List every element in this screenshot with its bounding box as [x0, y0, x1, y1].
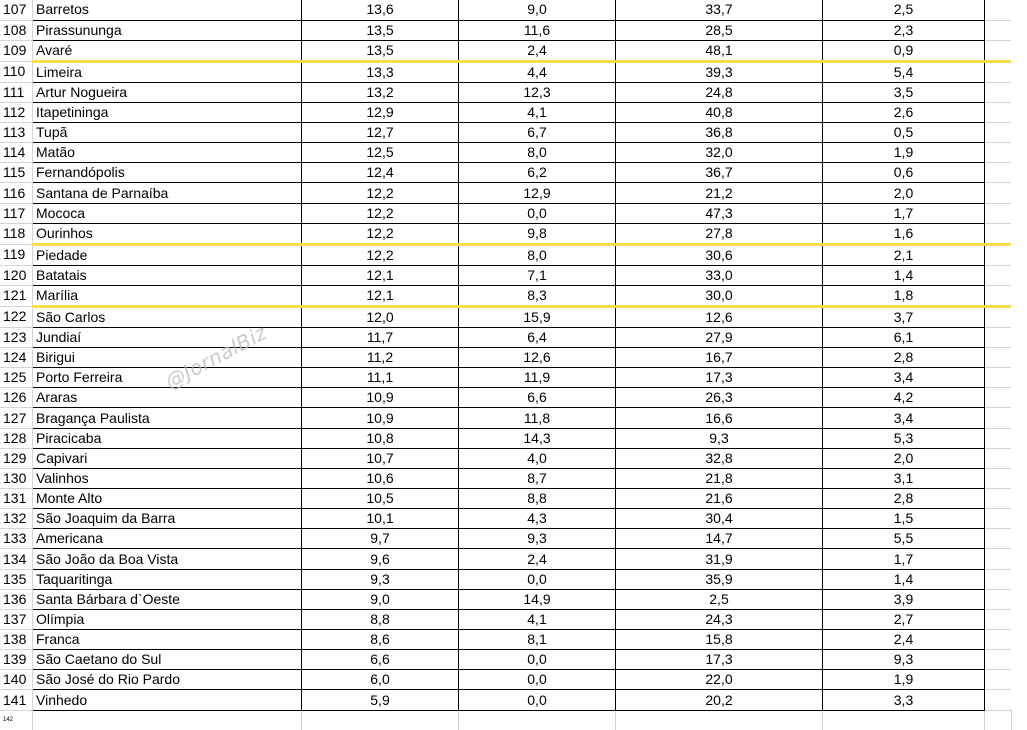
value-cell-col1[interactable]: 5,9	[302, 690, 459, 710]
empty-cell[interactable]	[985, 650, 1012, 670]
table-row[interactable]	[0, 123, 1011, 143]
value-cell-col3[interactable]: 36,7	[616, 163, 823, 183]
value-cell-col4[interactable]: 3,1	[823, 468, 985, 488]
value-cell-col4[interactable]: 2,6	[823, 102, 985, 122]
value-cell-col4[interactable]: 1,6	[823, 223, 985, 244]
value-cell-col1[interactable]: 9,7	[302, 529, 459, 549]
table-row[interactable]	[0, 408, 1011, 428]
city-cell[interactable]: Bragança Paulista	[33, 408, 302, 428]
value-cell-col2[interactable]: 6,4	[459, 327, 616, 347]
value-cell-col2[interactable]: 2,4	[459, 40, 616, 61]
empty-cell[interactable]	[985, 690, 1012, 710]
value-cell-col4[interactable]: 2,8	[823, 489, 985, 509]
value-cell-col2[interactable]: 4,1	[459, 102, 616, 122]
value-cell-col3[interactable]: 48,1	[616, 40, 823, 61]
table-row[interactable]	[0, 348, 1011, 368]
empty-cell[interactable]	[985, 285, 1012, 306]
value-cell-col3[interactable]: 14,7	[616, 529, 823, 549]
value-cell-col4[interactable]: 1,4	[823, 265, 985, 285]
empty-cell[interactable]	[985, 183, 1012, 203]
row-number: 142	[0, 710, 33, 730]
empty-cell[interactable]	[985, 223, 1012, 244]
value-cell-col2[interactable]: 8,8	[459, 489, 616, 509]
table-row[interactable]	[0, 650, 1011, 670]
row-number: 109	[0, 40, 33, 61]
table-row[interactable]	[0, 589, 1011, 609]
empty-cell[interactable]	[985, 348, 1012, 368]
row-number: 117	[0, 203, 33, 223]
empty-cell[interactable]	[985, 20, 1012, 40]
row-number: 115	[0, 163, 33, 183]
city-cell[interactable]: Valinhos	[33, 468, 302, 488]
value-cell-col4[interactable]: 3,4	[823, 408, 985, 428]
watermark: @JornalBiz	[160, 320, 271, 394]
value-cell-col1[interactable]: 13,5	[302, 40, 459, 61]
value-cell-col4[interactable]: 1,7	[823, 203, 985, 223]
value-cell-col4[interactable]: 1,7	[823, 549, 985, 569]
city-cell[interactable]: Porto Ferreira	[33, 368, 302, 388]
empty-cell[interactable]	[302, 710, 459, 730]
value-cell-col2[interactable]: 4,4	[459, 61, 616, 82]
table-row[interactable]	[0, 670, 1011, 690]
value-cell-col1[interactable]: 10,6	[302, 468, 459, 488]
city-cell[interactable]: Franca	[33, 630, 302, 650]
row-number: 140	[0, 670, 33, 690]
value-cell-col3[interactable]: 2,5	[616, 589, 823, 609]
value-cell-col1[interactable]: 11,1	[302, 368, 459, 388]
table-row[interactable]	[0, 509, 1011, 529]
row-number: 124	[0, 348, 33, 368]
value-cell-col3[interactable]: 40,8	[616, 102, 823, 122]
value-cell-col2[interactable]: 11,6	[459, 20, 616, 40]
value-cell-col3[interactable]: 27,8	[616, 223, 823, 244]
value-cell-col4[interactable]: 0,6	[823, 163, 985, 183]
value-cell-col1[interactable]: 6,6	[302, 650, 459, 670]
value-cell-col3[interactable]: 32,8	[616, 448, 823, 468]
value-cell-col3[interactable]: 30,6	[616, 244, 823, 265]
table-row[interactable]	[0, 690, 1011, 710]
value-cell-col3[interactable]: 21,8	[616, 468, 823, 488]
city-cell[interactable]: Taquaritinga	[33, 569, 302, 589]
value-cell-col3[interactable]: 35,9	[616, 569, 823, 589]
empty-cell[interactable]	[985, 569, 1012, 589]
value-cell-col4[interactable]: 2,0	[823, 448, 985, 468]
value-cell-col2[interactable]: 4,3	[459, 509, 616, 529]
table-row[interactable]	[0, 203, 1011, 223]
empty-cell[interactable]	[985, 529, 1012, 549]
empty-cell[interactable]	[985, 0, 1012, 20]
empty-cell[interactable]	[459, 710, 616, 730]
empty-cell[interactable]	[985, 123, 1012, 143]
value-cell-col4[interactable]: 3,5	[823, 82, 985, 102]
city-cell[interactable]: São Caetano do Sul	[33, 650, 302, 670]
value-cell-col1[interactable]: 10,5	[302, 489, 459, 509]
value-cell-col4[interactable]: 2,0	[823, 183, 985, 203]
table-row[interactable]	[0, 61, 1011, 82]
table-row[interactable]	[0, 143, 1011, 163]
table-row[interactable]	[0, 223, 1011, 244]
value-cell-col4[interactable]: 3,9	[823, 589, 985, 609]
city-cell[interactable]: Santana de Parnaíba	[33, 183, 302, 203]
value-cell-col1[interactable]: 12,1	[302, 265, 459, 285]
value-cell-col1[interactable]: 12,5	[302, 143, 459, 163]
row-number: 137	[0, 609, 33, 629]
table-row[interactable]	[0, 285, 1011, 306]
table-row[interactable]	[0, 244, 1011, 265]
value-cell-col1[interactable]: 12,2	[302, 244, 459, 265]
value-cell-col1[interactable]: 12,2	[302, 223, 459, 244]
value-cell-col3[interactable]: 36,8	[616, 123, 823, 143]
city-cell[interactable]: Americana	[33, 529, 302, 549]
row-number: 121	[0, 285, 33, 306]
city-cell[interactable]: São José do Rio Pardo	[33, 670, 302, 690]
empty-cell[interactable]	[985, 489, 1012, 509]
empty-cell[interactable]	[985, 163, 1012, 183]
table-row[interactable]	[0, 163, 1011, 183]
row-number: 113	[0, 123, 33, 143]
value-cell-col2[interactable]: 8,1	[459, 630, 616, 650]
table-row[interactable]	[0, 489, 1011, 509]
value-cell-col1[interactable]: 13,3	[302, 61, 459, 82]
empty-cell[interactable]	[985, 61, 1012, 82]
empty-cell[interactable]	[985, 630, 1012, 650]
value-cell-col1[interactable]: 12,2	[302, 203, 459, 223]
row-number: 126	[0, 388, 33, 408]
empty-cell[interactable]	[985, 509, 1012, 529]
row-number: 132	[0, 509, 33, 529]
value-cell-col2[interactable]: 8,0	[459, 244, 616, 265]
table-row[interactable]	[0, 630, 1011, 650]
value-cell-col1[interactable]: 8,6	[302, 630, 459, 650]
value-cell-col4[interactable]: 1,9	[823, 670, 985, 690]
value-cell-col2[interactable]: 7,1	[459, 265, 616, 285]
value-cell-col1[interactable]: 11,2	[302, 348, 459, 368]
value-cell-col1[interactable]: 10,9	[302, 388, 459, 408]
value-cell-col4[interactable]: 2,3	[823, 20, 985, 40]
empty-cell[interactable]	[985, 589, 1012, 609]
value-cell-col3[interactable]: 24,8	[616, 82, 823, 102]
empty-cell[interactable]	[985, 408, 1012, 428]
row-number: 120	[0, 265, 33, 285]
row-number: 111	[0, 82, 33, 102]
empty-cell[interactable]	[985, 549, 1012, 569]
value-cell-col2[interactable]: 14,9	[459, 589, 616, 609]
value-cell-col1[interactable]: 12,0	[302, 306, 459, 327]
table-row[interactable]	[0, 428, 1011, 448]
table-row-partial	[0, 710, 1011, 730]
value-cell-col4[interactable]: 2,5	[823, 0, 985, 20]
value-cell-col2[interactable]: 0,0	[459, 569, 616, 589]
row-number: 116	[0, 183, 33, 203]
value-cell-col3[interactable]: 30,4	[616, 509, 823, 529]
value-cell-col2[interactable]: 9,8	[459, 223, 616, 244]
value-cell-col4[interactable]: 9,3	[823, 650, 985, 670]
value-cell-col4[interactable]: 5,3	[823, 428, 985, 448]
value-cell-col2[interactable]: 8,3	[459, 285, 616, 306]
value-cell-col4[interactable]: 0,5	[823, 123, 985, 143]
value-cell-col2[interactable]: 12,9	[459, 183, 616, 203]
row-number: 129	[0, 448, 33, 468]
city-cell[interactable]: Tupã	[33, 123, 302, 143]
value-cell-col2[interactable]: 0,0	[459, 203, 616, 223]
city-cell[interactable]: Limeira	[33, 61, 302, 82]
value-cell-col4[interactable]: 5,4	[823, 61, 985, 82]
city-cell[interactable]: Monte Alto	[33, 489, 302, 509]
city-cell[interactable]: Piracicaba	[33, 428, 302, 448]
row-number: 125	[0, 368, 33, 388]
value-cell-col1[interactable]: 12,1	[302, 285, 459, 306]
table-row[interactable]	[0, 368, 1011, 388]
empty-cell[interactable]	[985, 468, 1012, 488]
city-cell[interactable]: Avaré	[33, 40, 302, 61]
value-cell-col3[interactable]: 15,8	[616, 630, 823, 650]
empty-cell[interactable]	[985, 143, 1012, 163]
city-cell[interactable]: São João da Boa Vista	[33, 549, 302, 569]
row-number: 139	[0, 650, 33, 670]
city-cell[interactable]: Batatais	[33, 265, 302, 285]
row-number: 122	[0, 306, 33, 327]
empty-cell[interactable]	[985, 710, 1012, 730]
empty-cell[interactable]	[985, 244, 1012, 265]
row-number: 136	[0, 589, 33, 609]
city-cell[interactable]: São Carlos	[33, 306, 302, 327]
table-row[interactable]	[0, 529, 1011, 549]
value-cell-col3[interactable]: 32,0	[616, 143, 823, 163]
empty-cell[interactable]	[985, 306, 1012, 327]
city-cell[interactable]: Ourinhos	[33, 223, 302, 244]
row-number: 119	[0, 244, 33, 265]
empty-cell[interactable]	[985, 368, 1012, 388]
value-cell-col1[interactable]: 9,0	[302, 589, 459, 609]
table-row[interactable]	[0, 265, 1011, 285]
city-cell[interactable]: Santa Bárbara d`Oeste	[33, 589, 302, 609]
value-cell-col3[interactable]: 24,3	[616, 609, 823, 629]
empty-cell[interactable]	[985, 388, 1012, 408]
value-cell-col2[interactable]: 0,0	[459, 670, 616, 690]
value-cell-col4[interactable]: 1,4	[823, 569, 985, 589]
value-cell-col2[interactable]: 14,3	[459, 428, 616, 448]
table-row[interactable]	[0, 549, 1011, 569]
value-cell-col4[interactable]: 1,9	[823, 143, 985, 163]
table-row[interactable]	[0, 40, 1011, 61]
value-cell-col2[interactable]: 8,0	[459, 143, 616, 163]
row-number: 131	[0, 489, 33, 509]
value-cell-col2[interactable]: 9,0	[459, 0, 616, 20]
city-cell[interactable]: Capivari	[33, 448, 302, 468]
value-cell-col1[interactable]: 10,9	[302, 408, 459, 428]
value-cell-col3[interactable]: 21,6	[616, 489, 823, 509]
value-cell-col4[interactable]: 2,1	[823, 244, 985, 265]
value-cell-col1[interactable]: 10,7	[302, 448, 459, 468]
value-cell-col1[interactable]: 12,2	[302, 183, 459, 203]
value-cell-col2[interactable]: 4,0	[459, 448, 616, 468]
value-cell-col3[interactable]: 16,6	[616, 408, 823, 428]
table-row[interactable]	[0, 327, 1011, 347]
value-cell-col3[interactable]: 21,2	[616, 183, 823, 203]
value-cell-col2[interactable]: 8,7	[459, 468, 616, 488]
value-cell-col4[interactable]: 3,4	[823, 368, 985, 388]
city-cell[interactable]: Matão	[33, 143, 302, 163]
city-cell[interactable]: Mococa	[33, 203, 302, 223]
empty-cell[interactable]	[985, 448, 1012, 468]
value-cell-col2[interactable]: 15,9	[459, 306, 616, 327]
city-cell[interactable]: São Joaquim da Barra	[33, 509, 302, 529]
city-cell[interactable]: Vinhedo	[33, 690, 302, 710]
empty-cell[interactable]	[985, 609, 1012, 629]
value-cell-col2[interactable]: 6,6	[459, 388, 616, 408]
row-number: 130	[0, 468, 33, 488]
table-row[interactable]	[0, 183, 1011, 203]
value-cell-col4[interactable]: 0,9	[823, 40, 985, 61]
city-cell[interactable]: Jundiaí	[33, 327, 302, 347]
value-cell-col4[interactable]: 3,7	[823, 306, 985, 327]
value-cell-col4[interactable]: 2,8	[823, 348, 985, 368]
city-cell[interactable]: Araras	[33, 388, 302, 408]
value-cell-col4[interactable]: 5,5	[823, 529, 985, 549]
value-cell-col3[interactable]: 16,7	[616, 348, 823, 368]
value-cell-col1[interactable]: 12,4	[302, 163, 459, 183]
row-number: 135	[0, 569, 33, 589]
row-number: 141	[0, 690, 33, 710]
value-cell-col4[interactable]: 1,8	[823, 285, 985, 306]
value-cell-col3[interactable]: 33,0	[616, 265, 823, 285]
value-cell-col4[interactable]: 2,7	[823, 609, 985, 629]
value-cell-col1[interactable]: 12,9	[302, 102, 459, 122]
city-cell[interactable]: Artur Nogueira	[33, 82, 302, 102]
value-cell-col2[interactable]: 0,0	[459, 690, 616, 710]
value-cell-col3[interactable]: 22,0	[616, 670, 823, 690]
city-cell[interactable]: Itapetininga	[33, 102, 302, 122]
value-cell-col2[interactable]: 12,6	[459, 348, 616, 368]
value-cell-col1[interactable]: 10,1	[302, 509, 459, 529]
value-cell-col2[interactable]: 12,3	[459, 82, 616, 102]
row-number: 127	[0, 408, 33, 428]
row-number: 138	[0, 630, 33, 650]
value-cell-col3[interactable]: 17,3	[616, 650, 823, 670]
table-row[interactable]	[0, 82, 1011, 102]
value-cell-col3[interactable]: 12,6	[616, 306, 823, 327]
empty-cell[interactable]	[985, 670, 1012, 690]
city-cell[interactable]: Pirassununga	[33, 20, 302, 40]
city-cell[interactable]: Fernandópolis	[33, 163, 302, 183]
value-cell-col2[interactable]: 11,8	[459, 408, 616, 428]
row-number: 123	[0, 327, 33, 347]
value-cell-col1[interactable]: 10,8	[302, 428, 459, 448]
city-cell[interactable]: Marília	[33, 285, 302, 306]
value-cell-col3[interactable]: 27,9	[616, 327, 823, 347]
city-cell[interactable]: Olímpia	[33, 609, 302, 629]
city-cell[interactable]: Barretos	[33, 0, 302, 20]
empty-cell[interactable]	[985, 428, 1012, 448]
row-number: 112	[0, 102, 33, 122]
empty-cell[interactable]	[985, 203, 1012, 223]
value-cell-col3[interactable]: 26,3	[616, 388, 823, 408]
row-number: 133	[0, 529, 33, 549]
table-row[interactable]	[0, 20, 1011, 40]
value-cell-col2[interactable]: 6,7	[459, 123, 616, 143]
value-cell-col4[interactable]: 3,3	[823, 690, 985, 710]
row-number: 107	[0, 0, 33, 20]
value-cell-col3[interactable]: 31,9	[616, 549, 823, 569]
value-cell-col4[interactable]: 1,5	[823, 509, 985, 529]
row-number: 108	[0, 20, 33, 40]
value-cell-col2[interactable]: 0,0	[459, 650, 616, 670]
value-cell-col1[interactable]: 9,6	[302, 549, 459, 569]
value-cell-col3[interactable]: 39,3	[616, 61, 823, 82]
table-row[interactable]	[0, 448, 1011, 468]
value-cell-col3[interactable]: 28,5	[616, 20, 823, 40]
table-row[interactable]	[0, 306, 1011, 327]
value-cell-col1[interactable]: 12,7	[302, 123, 459, 143]
row-number: 110	[0, 61, 33, 82]
value-cell-col3[interactable]: 47,3	[616, 203, 823, 223]
empty-cell[interactable]	[33, 710, 302, 730]
value-cell-col4[interactable]: 2,4	[823, 630, 985, 650]
value-cell-col1[interactable]: 6,0	[302, 670, 459, 690]
table-row[interactable]	[0, 569, 1011, 589]
empty-cell[interactable]	[985, 327, 1012, 347]
value-cell-col2[interactable]: 4,1	[459, 609, 616, 629]
value-cell-col3[interactable]: 20,2	[616, 690, 823, 710]
value-cell-col3[interactable]: 30,0	[616, 285, 823, 306]
table-row[interactable]	[0, 468, 1011, 488]
value-cell-col3[interactable]: 33,7	[616, 0, 823, 20]
table-row[interactable]	[0, 0, 1011, 20]
value-cell-col2[interactable]: 2,4	[459, 549, 616, 569]
city-cell[interactable]: Birigui	[33, 348, 302, 368]
empty-cell[interactable]	[823, 710, 985, 730]
value-cell-col1[interactable]: 13,6	[302, 0, 459, 20]
table-row[interactable]	[0, 102, 1011, 122]
value-cell-col3[interactable]: 9,3	[616, 428, 823, 448]
value-cell-col4[interactable]: 4,2	[823, 388, 985, 408]
city-cell[interactable]: Piedade	[33, 244, 302, 265]
value-cell-col1[interactable]: 13,5	[302, 20, 459, 40]
empty-cell[interactable]	[985, 82, 1012, 102]
value-cell-col1[interactable]: 9,3	[302, 569, 459, 589]
value-cell-col2[interactable]: 6,2	[459, 163, 616, 183]
table-row[interactable]	[0, 388, 1011, 408]
empty-cell[interactable]	[985, 265, 1012, 285]
row-number: 114	[0, 143, 33, 163]
value-cell-col1[interactable]: 11,7	[302, 327, 459, 347]
value-cell-col2[interactable]: 9,3	[459, 529, 616, 549]
empty-cell[interactable]	[985, 40, 1012, 61]
value-cell-col2[interactable]: 11,9	[459, 368, 616, 388]
row-number: 118	[0, 223, 33, 244]
table-row[interactable]	[0, 609, 1011, 629]
value-cell-col1[interactable]: 8,8	[302, 609, 459, 629]
value-cell-col3[interactable]: 17,3	[616, 368, 823, 388]
value-cell-col1[interactable]: 13,2	[302, 82, 459, 102]
value-cell-col4[interactable]: 6,1	[823, 327, 985, 347]
row-number: 128	[0, 428, 33, 448]
empty-cell[interactable]	[985, 102, 1012, 122]
row-number: 134	[0, 549, 33, 569]
empty-cell[interactable]	[616, 710, 823, 730]
